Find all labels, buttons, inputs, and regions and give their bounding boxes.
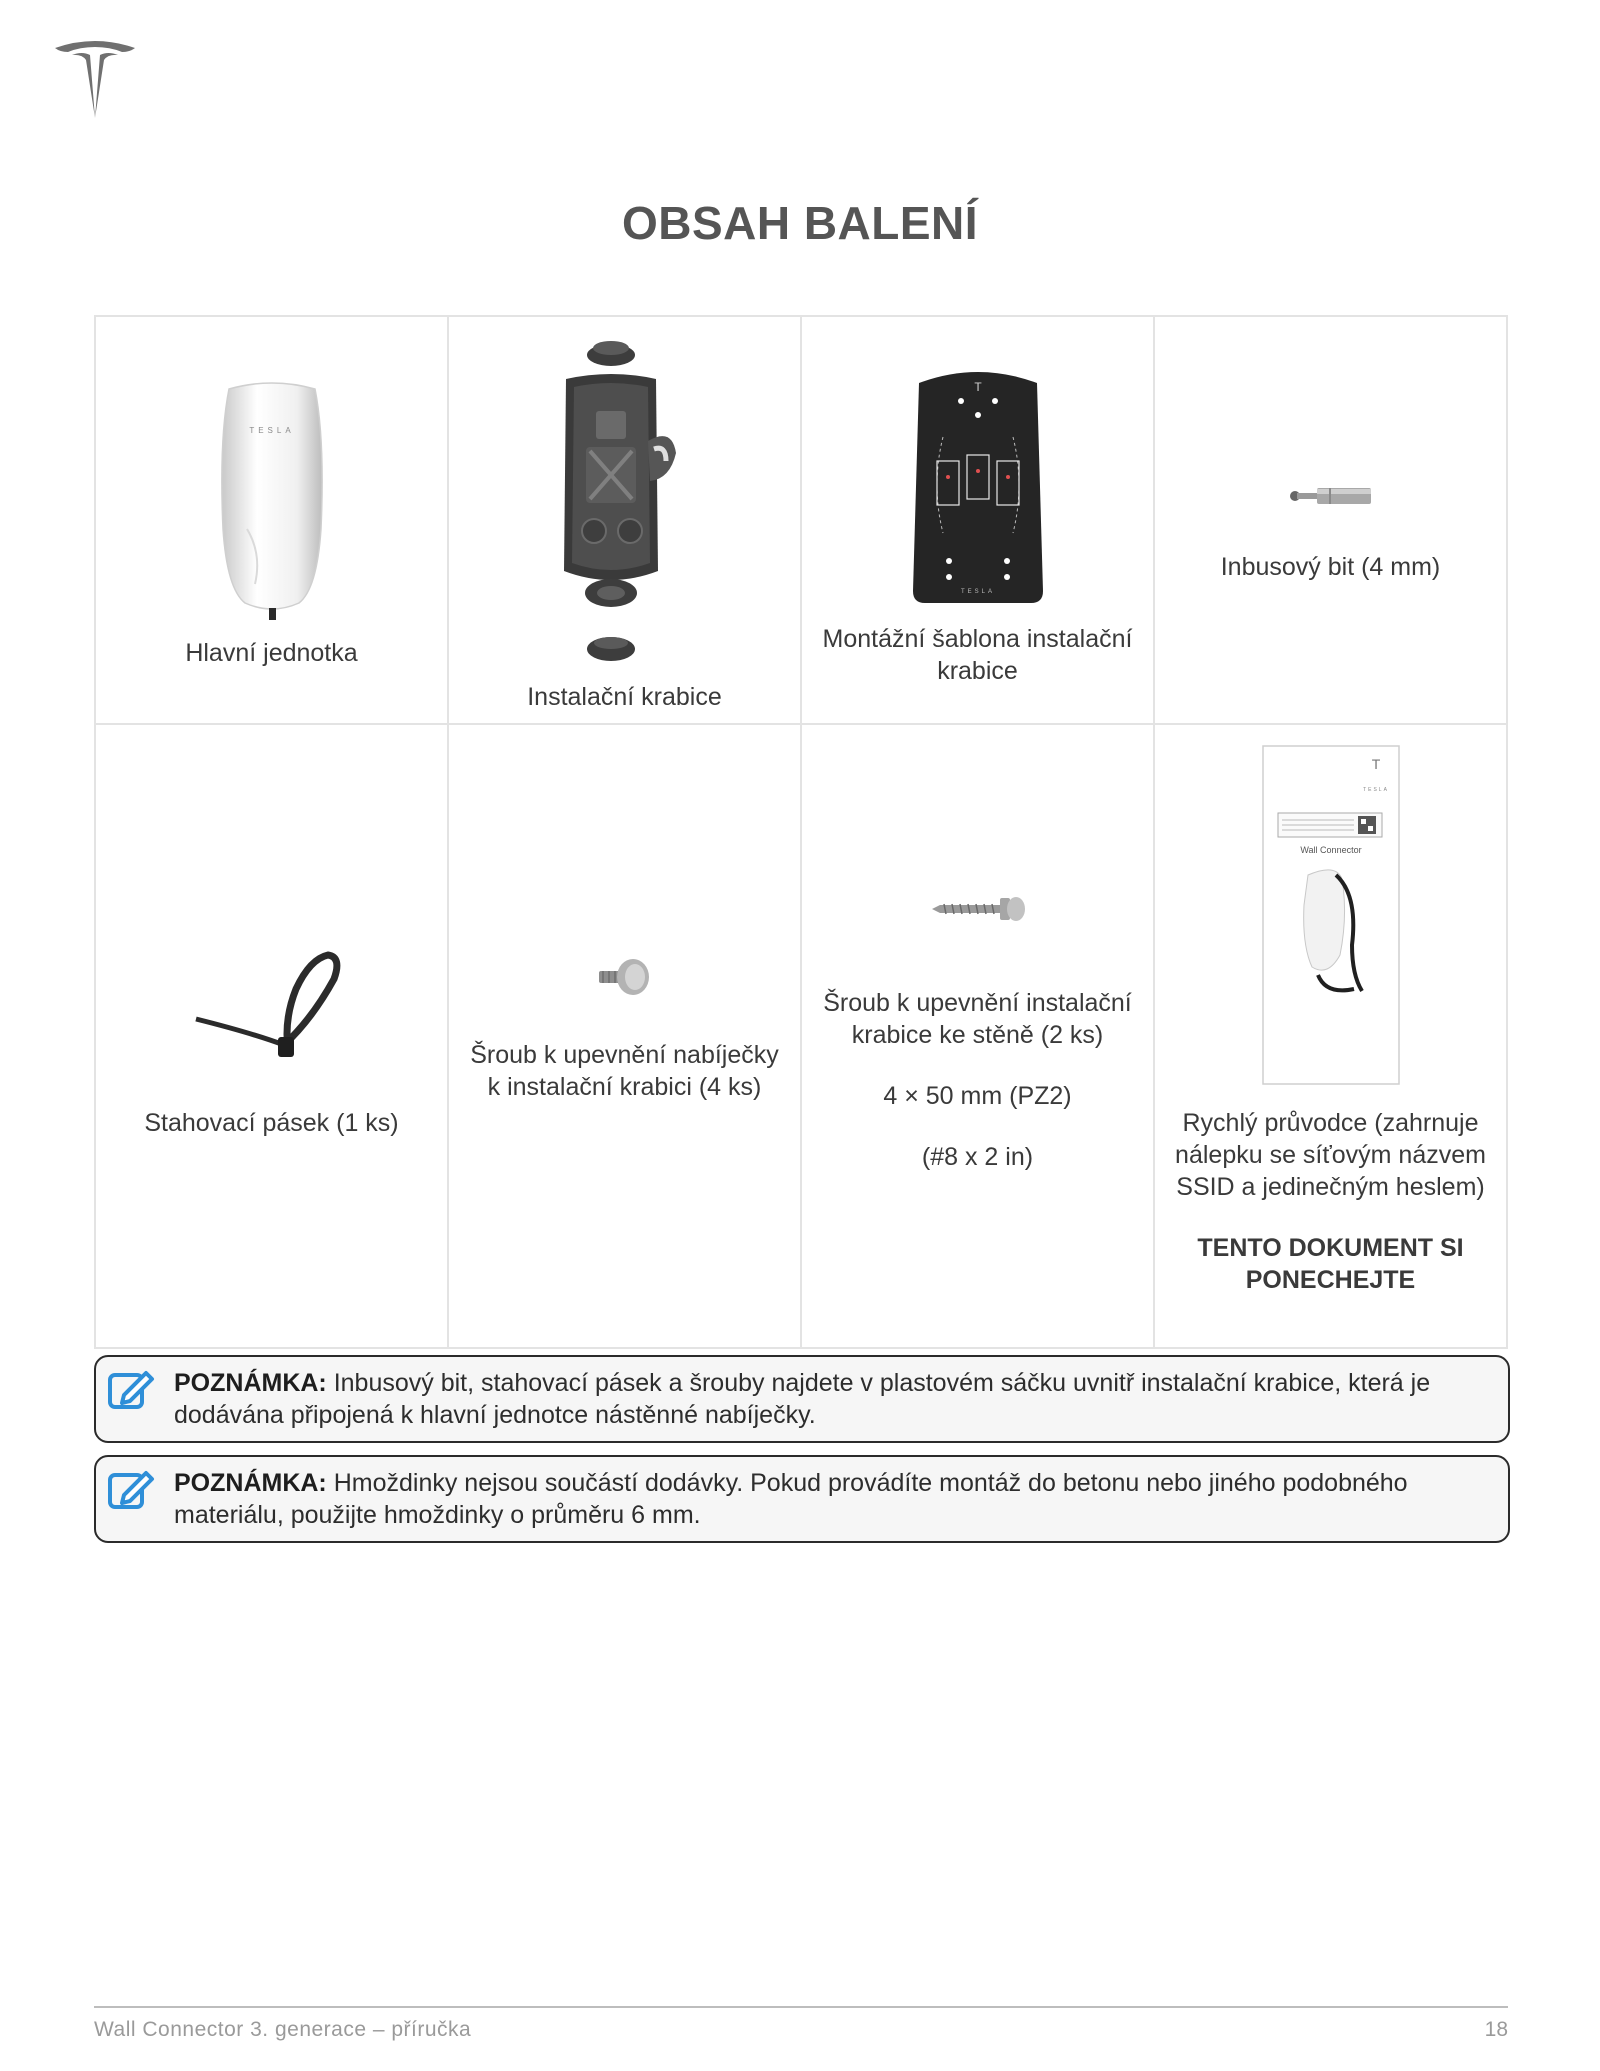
note-edit-icon <box>106 1367 156 1411</box>
page-title: OBSAH BALENÍ <box>621 197 979 249</box>
svg-text:T: T <box>973 380 982 394</box>
note-text: Hmoždinky nejsou součástí dodávky. Pokud provádíte montáž do betonu nebo jiného podobného materiálu, použijte hmoždinky o průměru 6 mm. <box>174 1469 1408 1529</box>
page-number: 18 <box>1484 2018 1508 2041</box>
item-caption: Šroub k upevnění nabíječky k instalační krabici (4 ks) <box>470 1041 779 1101</box>
screw-size: 4 × 50 mm (PZ2) <box>883 1082 1072 1110</box>
note-text: Inbusový bit, stahovací pásek a šrouby najdete v plastovém sáčku uvnitř instalační krabice, která je dodávána připojená k hlavní jednotce nástěnné nabíječky. <box>174 1369 1431 1429</box>
item-cable-tie <box>95 724 448 1348</box>
note-edit-icon <box>106 1467 156 1511</box>
item-installation-box <box>448 316 801 724</box>
item-caption: Stahovací pásek (1 ks) <box>144 1109 399 1137</box>
item-charger-screw <box>448 724 801 1348</box>
note-label: POZNÁMKA: <box>174 1369 327 1397</box>
footer-title: Wall Connector 3. generace – příručka <box>94 2018 472 2041</box>
quick-guide-icon <box>1262 745 1400 1085</box>
screw-caption: Šroub k upevnění instalační krabice ke stěně (2 ks) <box>823 989 1132 1049</box>
cable-tie-icon <box>192 949 352 1065</box>
note-box <box>94 1455 1510 1543</box>
guide-brand: TESLA <box>1362 787 1389 793</box>
item-caption <box>814 987 1141 1173</box>
item-main-unit <box>95 316 448 724</box>
item-caption: Instalační krabice <box>527 683 722 711</box>
item-caption: Hlavní jednotka <box>185 639 358 667</box>
footer-divider <box>94 2006 1508 2008</box>
guide-title: Wall Connector <box>1299 845 1362 855</box>
hex-bit-icon <box>1289 483 1373 509</box>
item-caption: Montážní šablona instalační krabice <box>822 625 1133 685</box>
package-contents-table <box>94 315 1508 1349</box>
tesla-logo-icon <box>52 36 138 120</box>
item-hex-bit <box>1154 316 1507 724</box>
screw-size-imperial: (#8 x 2 in) <box>921 1143 1034 1171</box>
charger-screw-icon <box>597 957 653 997</box>
wall-screw-icon <box>928 895 1028 923</box>
item-caption: Inbusový bit (4 mm) <box>1220 553 1441 581</box>
item-caption <box>1167 1107 1494 1296</box>
mounting-template-icon <box>909 365 1047 605</box>
svg-text:T: T <box>1371 756 1380 772</box>
item-quick-guide <box>1154 724 1507 1348</box>
main-unit-icon <box>217 379 327 621</box>
main-unit-brand: TESLA <box>248 426 295 435</box>
guide-caption: Rychlý průvodce (zahrnuje nálepku se síťovým názvem SSID a jedinečným heslem) <box>1175 1109 1486 1201</box>
item-mounting-template <box>801 316 1154 724</box>
note-box <box>94 1355 1510 1443</box>
note-label: POZNÁMKA: <box>174 1469 327 1497</box>
template-brand: TESLA <box>960 589 995 595</box>
installation-box-icon <box>550 331 700 671</box>
guide-emphasis: TENTO DOKUMENT SI PONECHEJTE <box>1197 1234 1464 1294</box>
item-wall-screw <box>801 724 1154 1348</box>
